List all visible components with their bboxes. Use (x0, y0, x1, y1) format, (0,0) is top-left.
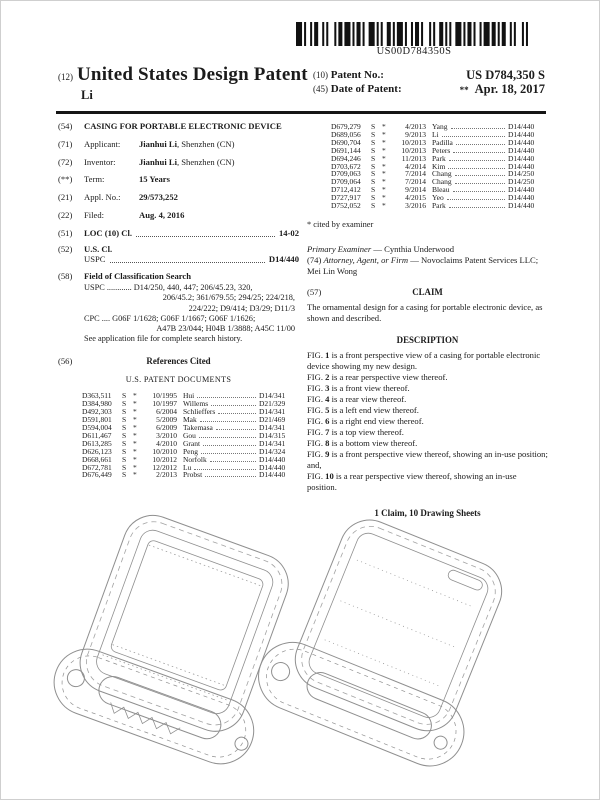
field-term: (**) Term: 15 Years (58, 174, 299, 185)
dot-leader (201, 453, 256, 454)
left-column (58, 121, 299, 479)
header-rule (56, 111, 546, 114)
inid-45: (45) (313, 84, 328, 94)
patent-reference-row: D363,511 S * 10/1995 Hui D14/341 (82, 391, 286, 401)
header-patent-info (313, 64, 545, 103)
patent-reference-row: D384,980 S * 10/1997 Willems D21/329 (82, 399, 286, 409)
dot-leader (442, 136, 505, 137)
patent-reference-row: D679,279 S * 4/2013 Yang D14/440 (331, 122, 535, 131)
dot-leader (449, 160, 505, 161)
field-us-class: (52) U.S. Cl. USPC D14/440 (58, 243, 299, 265)
loc-class-value: 14-02 (278, 227, 299, 238)
patent-reference-row: D690,704 S * 10/2013 Padilla D14/440 (331, 137, 535, 147)
dot-leader (136, 228, 275, 237)
patent-number-row (313, 68, 545, 82)
dot-leader (199, 437, 256, 438)
attorney-line: (74) Attorney, Agent, or Firm — Novoclaims Patent Services LLC; Mei Lin Wong (307, 254, 539, 276)
figure-description-line: FIG. 9 is a front perspective view thereof, showing an in-use position; and, (307, 449, 548, 471)
barcode-bars (296, 22, 532, 46)
figure-description-line: FIG. 3 is a front view thereof. (307, 383, 410, 394)
field-filed: (22) Filed: Aug. 4, 2016 (58, 210, 299, 221)
references-table-left (58, 392, 299, 479)
term-value: 15 Years (139, 174, 170, 185)
right-column (307, 121, 548, 519)
patent-reference-row: D712,412 S * 9/2014 Bleau D14/440 (331, 185, 535, 195)
uspc-value: D14/440 (268, 254, 299, 265)
barcode-text: US00D784350S (376, 46, 452, 57)
field-title: (54) CASING FOR PORTABLE ELECTRONIC DEVICE (58, 121, 299, 132)
patent-reference-row: D703,672 S * 4/2014 Kim D14/440 (331, 161, 535, 171)
invention-title: CASING FOR PORTABLE ELECTRONIC DEVICE (84, 121, 282, 131)
patent-reference-row: D752,052 S * 3/2016 Park D14/440 (331, 201, 535, 211)
field-appl-no: (21) Appl. No.: 29/573,252 (58, 192, 299, 203)
dot-leader (455, 183, 505, 184)
classification-line: See application file for complete search history. (84, 334, 243, 344)
dot-leader (200, 421, 256, 422)
barcode (296, 22, 532, 58)
inid-10: (10) (313, 70, 328, 80)
dot-leader (211, 405, 256, 406)
figure-description-line: FIG. 2 is a rear perspective view thereof. (307, 372, 448, 383)
dot-leader (110, 254, 265, 263)
figure-description-line: FIG. 10 is a rear perspective view thereof, showing an in-use position. (307, 471, 517, 493)
patent-reference-row: D672,781 S * 12/2012 Lu D14/440 (82, 462, 286, 472)
dot-leader (448, 168, 505, 169)
figure-rear-perspective-drawing (248, 501, 527, 777)
references-table-right (307, 123, 548, 210)
figure-front-perspective-drawing (45, 501, 314, 773)
dot-leader (197, 397, 256, 398)
patent-reference-row: D676,449 S * 2/2013 Probst D14/440 (82, 470, 286, 480)
inventor-surname: Li (81, 88, 93, 102)
classification-line: 206/45.2; 361/679.55; 294/25; 224/218, (162, 293, 295, 303)
patent-number: US D784,350 S (466, 68, 545, 82)
inventor-name: Jianhui Li (139, 156, 177, 167)
figure-description-line: FIG. 4 is a rear view thereof. (307, 394, 407, 405)
patent-reference-row: D591,801 S * 5/2009 Mak D21/469 (82, 415, 286, 425)
claim-heading: (57) CLAIM (307, 286, 443, 297)
applicant-name: Jianhui Li (139, 138, 177, 149)
field-loc-class: (51) LOC (10) Cl. 14-02 (58, 227, 299, 238)
patent-reference-row: D694,246 S * 11/2013 Park D14/440 (331, 153, 535, 163)
patent-reference-row: D709,063 S * 7/2014 Chang D14/250 (331, 169, 535, 179)
examiner-name: Cynthia Underwood (384, 243, 455, 254)
figure-description-line: FIG. 6 is a right end view thereof. (307, 416, 424, 427)
page-title: United States Design Patent (77, 64, 308, 85)
classification-line: A47B 23/044; H04B 1/3888; A45C 11/00 (156, 324, 295, 334)
figure-description-line: FIG. 7 is a top view thereof. (307, 427, 404, 438)
figure-description-line: FIG. 1 is a front perspective view of a casing for portable electronic device showing my new design. (307, 350, 541, 372)
patent-reference-row: D611,467 S * 3/2010 Gou D14/315 (82, 430, 286, 440)
classification-line: CPC .... G06F 1/1628; G06F 1/1667; G06F 1/1626; (84, 313, 256, 323)
cited-by-examiner-note: * cited by examiner (307, 219, 374, 229)
patent-reference-row: D689,056 S * 9/2013 Li D14/440 (331, 129, 535, 139)
patent-reference-row: D709,064 S * 7/2014 Chang D14/250 (331, 177, 535, 187)
dot-leader (455, 175, 505, 176)
patent-date-row (313, 82, 545, 97)
dot-leader (203, 445, 256, 446)
term-stars: ** (459, 85, 469, 95)
classification-line: USPC ............ D14/250, 440, 447; 206/45.23, 320, (84, 282, 253, 292)
header (58, 64, 545, 103)
patent-reference-row: D691,144 S * 10/2013 Peters D14/440 (331, 145, 535, 155)
patent-reference-row: D668,661 S * 10/2012 Norfolk D14/440 (82, 454, 286, 464)
patent-no-label: Patent No.: (330, 69, 384, 81)
figure-description-line: FIG. 8 is a bottom view thereof. (307, 438, 418, 449)
patent-reference-row: D594,004 S * 6/2009 Takemasa D14/341 (82, 422, 286, 432)
claim-text: The ornamental design for a casing for portable electronic device, as shown and described. (307, 301, 543, 323)
design-drawings (1, 497, 600, 800)
us-patent-documents-heading: U.S. PATENT DOCUMENTS (125, 374, 232, 384)
dot-leader (456, 144, 505, 145)
dot-leader (453, 191, 506, 192)
dot-leader (453, 152, 505, 153)
field-inventor: (72) Inventor: Jianhui Li, Shenzhen (CN) (58, 156, 235, 167)
classification-lines (58, 283, 299, 345)
figure-description-line: FIG. 5 is a left end view thereof. (307, 405, 419, 416)
application-number: 29/573,252 (139, 192, 178, 203)
header-title-block (58, 64, 308, 103)
patent-reference-row: D492,303 S * 6/2004 Schlieffers D14/341 (82, 407, 286, 417)
dot-leader (216, 429, 256, 430)
date-label: Date of Patent: (330, 83, 402, 95)
patent-reference-row: D727,917 S * 4/2015 Yeo D14/440 (331, 193, 535, 203)
dot-leader (451, 128, 506, 129)
dot-leader (449, 207, 505, 208)
dot-leader (447, 199, 505, 200)
dot-leader (205, 476, 256, 477)
examiner-attorney-block (307, 244, 548, 277)
field-applicant: (71) Applicant: Jianhui Li, Shenzhen (CN) (58, 138, 235, 149)
patent-date: Apr. 18, 2017 (474, 82, 545, 96)
claims-sheets-note: 1 Claim, 10 Drawing Sheets (374, 508, 481, 519)
references-heading: (56) References Cited (58, 355, 211, 366)
dot-leader (218, 413, 256, 414)
patent-reference-row: D626,123 S * 10/2010 Peng D14/324 (82, 446, 286, 456)
attorney-name: Novoclaims Patent Services LLC; Mei Lin Wong (307, 254, 539, 276)
filing-date: Aug. 4, 2016 (139, 209, 185, 220)
dot-leader (210, 461, 256, 462)
patent-reference-row: D613,285 S * 4/2010 Grant D14/341 (82, 438, 286, 448)
classification-line: 224/222; D9/414; D3/29; D11/3 (188, 303, 295, 313)
field-classification-search: (58) Field of Classification Search USPC ............ D14/250, 440, 447; 206/45.23, 320, 206/45.2; 361/679.55; 294/25; 224/218, 224/222; D9/414; D3/29; D11/3 CPC .... G06F 1/1628; G06F 1/1667; G06F 1/1626; A47B 23/044; H04B 1/3888; A45C 11/00 See application file for complete search history. (58, 271, 299, 345)
description-heading: DESCRIPTION (396, 334, 459, 345)
figure-descriptions (307, 350, 548, 493)
inid-12: (12) (58, 72, 73, 82)
primary-examiner-line: Primary Examiner — Cynthia Underwood (307, 243, 455, 254)
dot-leader (194, 469, 256, 470)
